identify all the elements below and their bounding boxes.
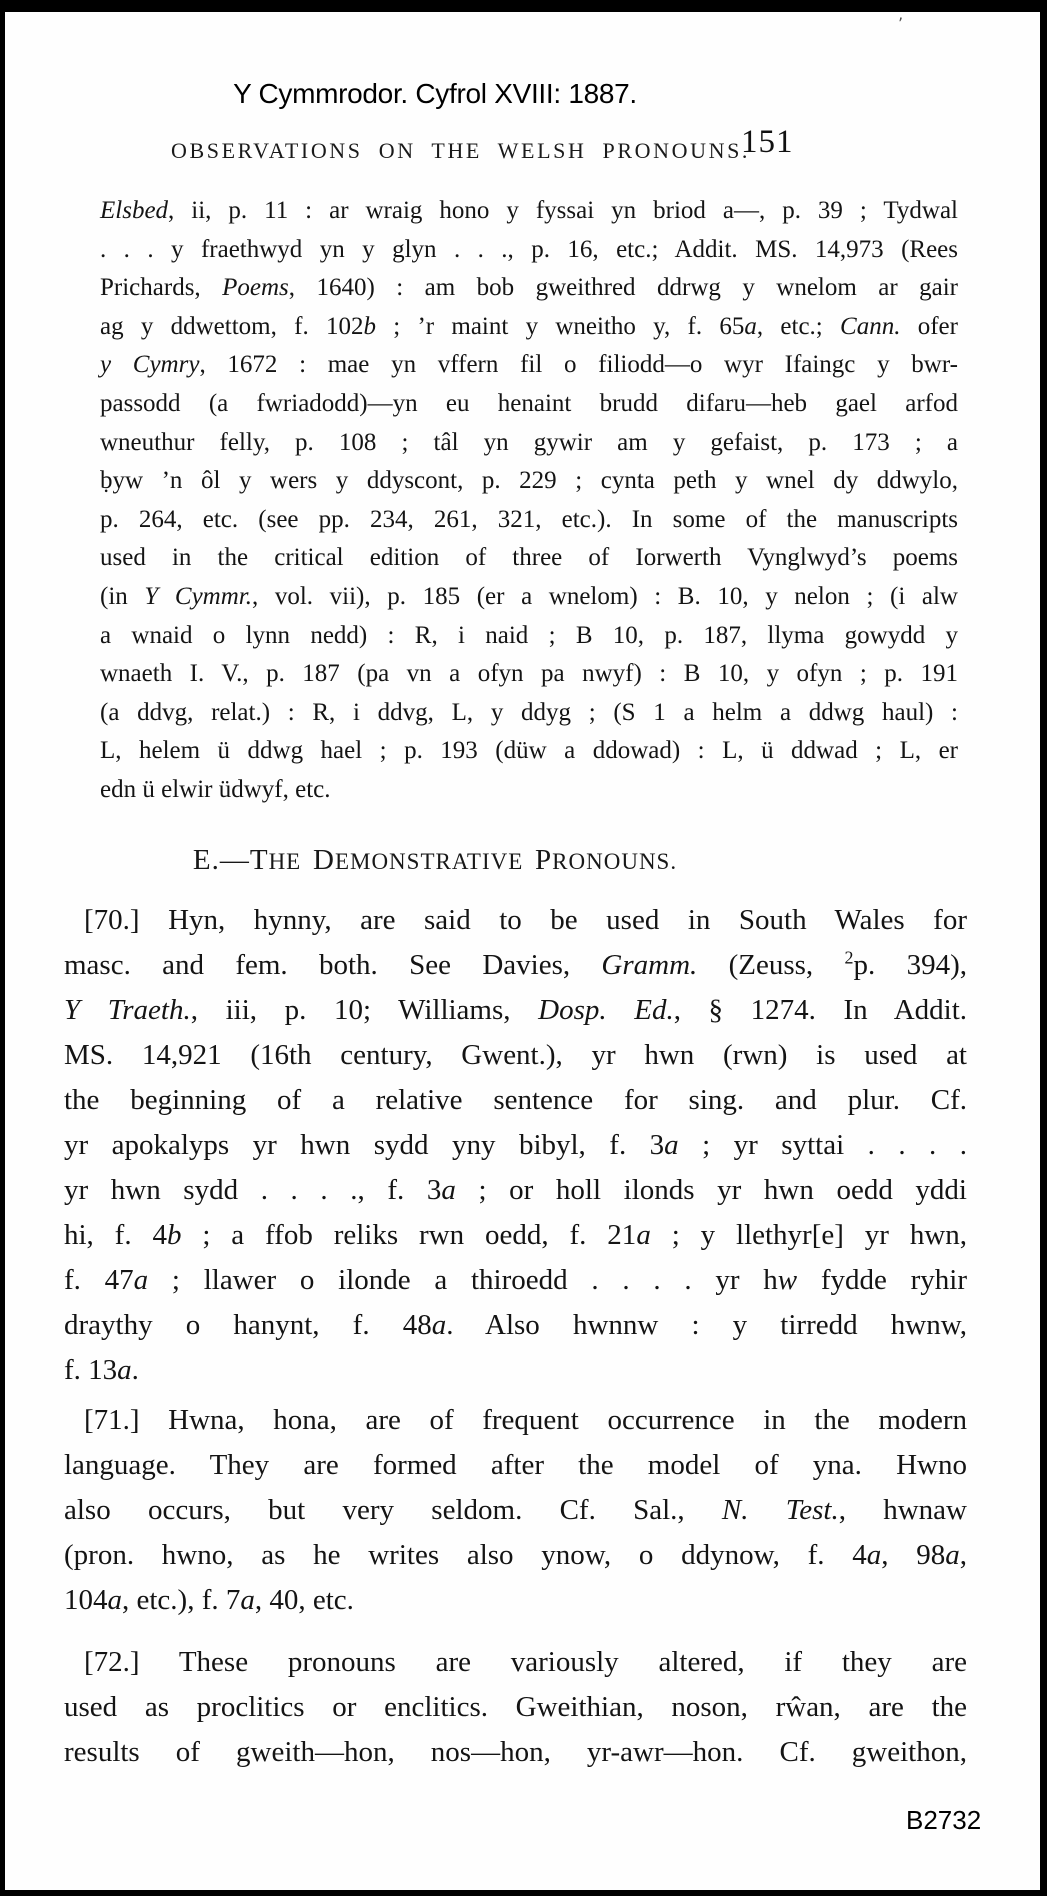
page-number: 151 xyxy=(741,124,794,160)
text-line: yr apokalyps yr hwn sydd yny bibyl, f. 3a ; yr syttai . . . . xyxy=(64,1129,968,1161)
text-line: f. 47a ; llawer o ilonde a thiroedd . . . . yr hw fydde ryhir xyxy=(64,1264,967,1296)
text-line: ḅyw ’n ôl y wers y ddyscont, p. 229 ; cynta peth y wnel dy ddwylo, xyxy=(100,467,958,495)
text-line: L, helem ü ddwg hael ; p. 193 (düw a ddowad) : L, ü ddwad ; L, er xyxy=(100,737,958,765)
running-head: OBSERVATIONS ON THE WELSH PRONOUNS. xyxy=(171,138,751,163)
body-paragraph-71 xyxy=(64,1398,967,1623)
text-line: draythy o hanynt, f. 48a. Also hwnnw : y tirredd hwnw, xyxy=(64,1309,967,1341)
scan-id-watermark: B2732 xyxy=(906,1805,982,1835)
text-line: a wnaid o lynn nedd) : R, i naid ; B 10, p. 187, llyma gowydd y xyxy=(100,621,958,649)
scan-header-title: Y Cymmrodor. Cyfrol XVIII: 1887. xyxy=(233,78,637,109)
text-line: used in the critical edition of three of Iorwerth Vynglwyd’s poems xyxy=(100,544,958,572)
stray-scan-mark: ’ xyxy=(898,14,904,33)
section-heading: E.—THE DEMONSTRATIVE PRONOUNS. xyxy=(192,844,678,876)
text-line: Y Traeth., iii, p. 10; Williams, Dosp. Ed., § 1274. In Addit. xyxy=(64,994,967,1026)
text-line: (a ddvg, relat.) : R, i ddvg, L, y ddyg ; (S 1 a helm a ddwg haul) : xyxy=(100,698,958,726)
text-line: also occurs, but very seldom. Cf. Sal., N. Test., hwnaw xyxy=(64,1494,967,1526)
text-line: Prichards, Poems, 1640) : am bob gweithred ddrwg y wnelom ar gair xyxy=(100,274,958,302)
body-paragraph-continuation xyxy=(100,192,958,810)
text-line: masc. and fem. both. See Davies, Gramm. (Zeuss, $^2$p. 394), xyxy=(64,947,967,981)
text-line: p. 264, etc. (see pp. 234, 261, 321, etc.). In some of the manuscripts xyxy=(100,505,958,533)
body-paragraph-72 xyxy=(64,1640,967,1775)
text-line: f. 13a. xyxy=(64,1354,139,1386)
text-line: passodd (a fwriadodd)—yn eu henaint brudd difaru—heb gael arfod xyxy=(100,389,958,417)
text-line: results of gweith—hon, nos—hon, yr-awr—hon. Cf. gweithon, xyxy=(64,1736,967,1768)
text-line: . . . y fraethwyd yn y glyn . . ., p. 16, etc.; Addit. MS. 14,973 (Rees xyxy=(100,235,958,263)
text-line: Elsbed, ii, p. 11 : ar wraig hono y fyssai yn briod a—, p. 39 ; Tydwal xyxy=(100,197,958,224)
text-line: hi, f. 4b ; a ffob reliks rwn oedd, f. 21a ; y llethyr[e] yr hwn, xyxy=(64,1219,968,1251)
text-line: used as proclitics or enclitics. Gweithian, noson, rŵan, are the xyxy=(64,1691,967,1723)
text-line: wneuthur felly, p. 108 ; tâl yn gywir am y gefaist, p. 173 ; a xyxy=(100,428,958,456)
text-line: 104a, etc.), f. 7a, 40, etc. xyxy=(64,1584,354,1616)
text-line: [72.] These pronouns are variously altered, if they are xyxy=(84,1646,967,1678)
text-line: ag y ddwettom, f. 102b ; ’r maint y wneitho y, f. 65a, etc.; Cann. ofer xyxy=(100,312,958,340)
text-line: the beginning of a relative sentence for sing. and plur. Cf. xyxy=(64,1084,967,1116)
text-line: y Cymry, 1672 : mae yn vffern fil o filiodd—o wyr Ifaingc y bwr- xyxy=(100,351,958,379)
text-line: (in Y Cymmr., vol. vii), p. 185 (er a wnelom) : B. 10, y nelon ; (i alw xyxy=(100,582,958,610)
text-line: edn ü elwir üdwyf, etc. xyxy=(100,775,331,803)
text-line: [70.] Hyn, hynny, are said to be used in South Wales for xyxy=(84,904,967,936)
text-line: MS. 14,921 (16th century, Gwent.), yr hwn (rwn) is used at xyxy=(64,1039,967,1071)
text-line: yr hwn sydd . . . ., f. 3a ; or holl ilonds yr hwn oedd yddi xyxy=(64,1174,967,1206)
body-paragraph-70 xyxy=(64,898,967,1393)
text-line: wnaeth I. V., p. 187 (pa vn a ofyn pa nwyf) : B 10, y ofyn ; p. 191 xyxy=(100,660,958,688)
text-line: [71.] Hwna, hona, are of frequent occurrence in the modern xyxy=(84,1404,967,1436)
text-line: language. They are formed after the model of yna. Hwno xyxy=(64,1449,967,1481)
paper-surface xyxy=(5,12,1040,1890)
text-line: (pron. hwno, as he writes also ynow, o ddynow, f. 4a, 98a, xyxy=(64,1539,968,1571)
